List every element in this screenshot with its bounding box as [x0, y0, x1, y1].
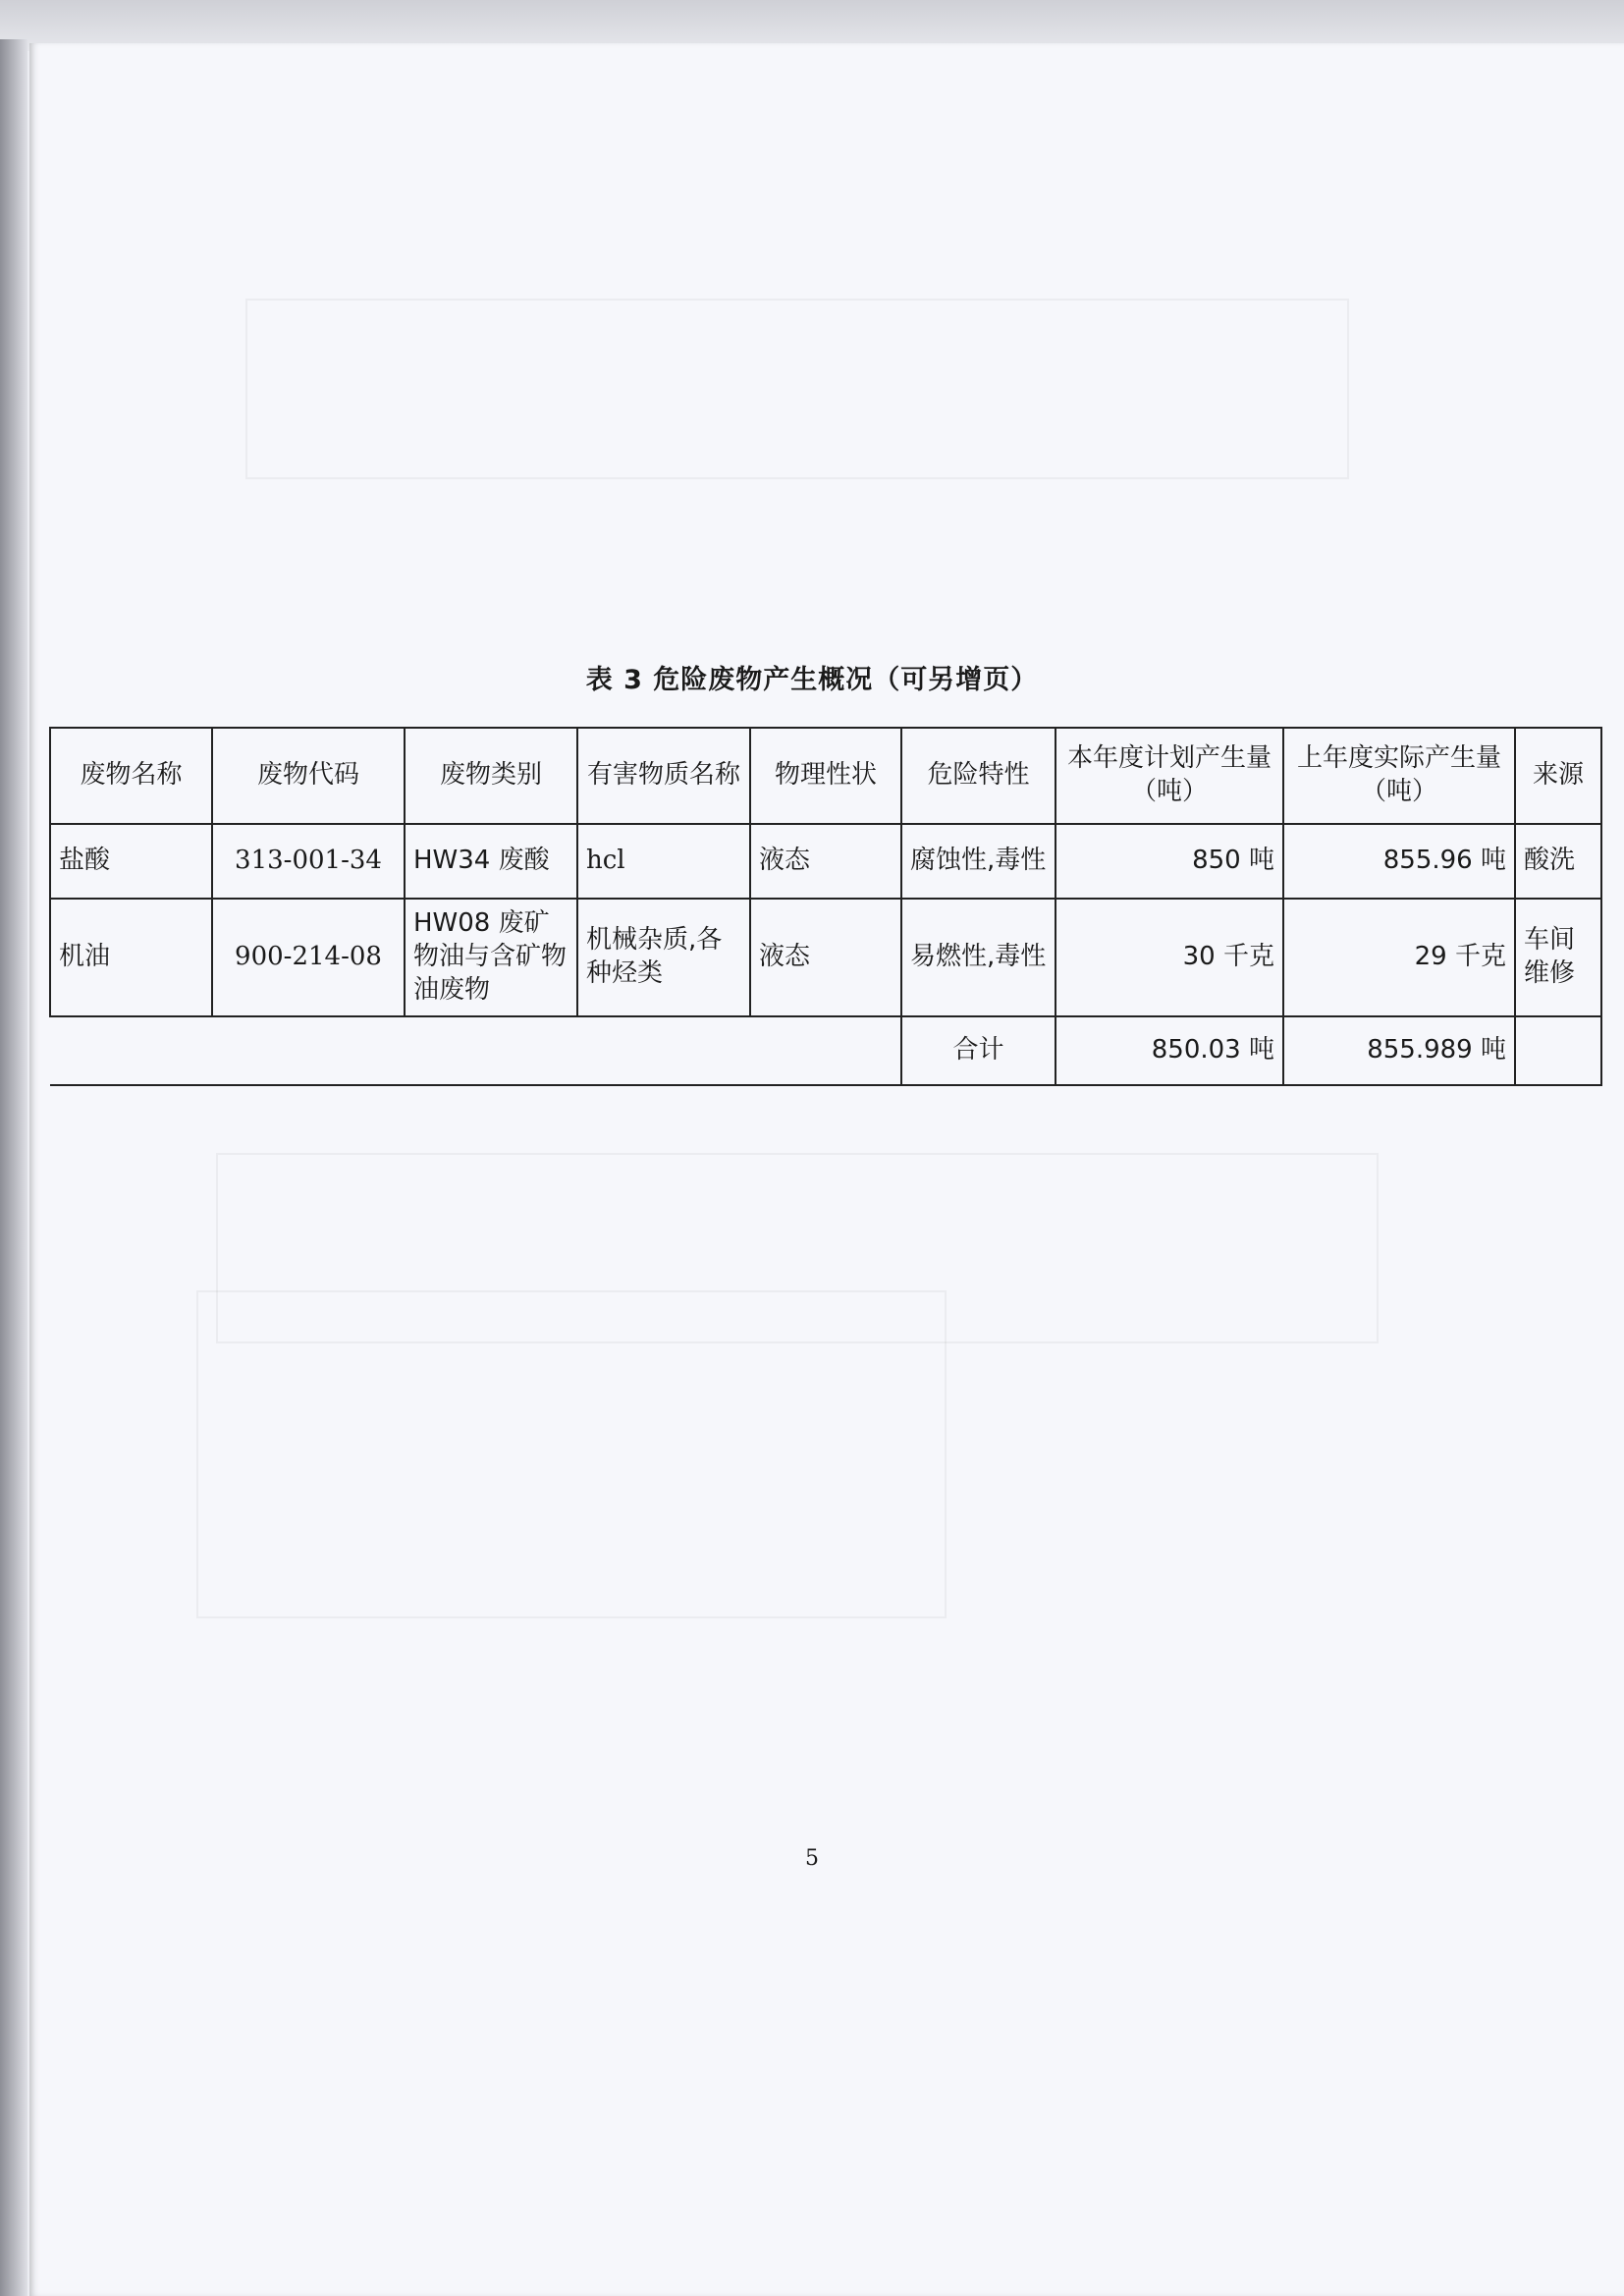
header-waste-code: 废物代码	[212, 728, 405, 824]
bleed-through-box-lower	[196, 1290, 947, 1618]
cell-planned-output: 30 千克	[1056, 899, 1283, 1016]
total-row-blank	[50, 1016, 901, 1085]
cell-source: 酸洗	[1515, 824, 1601, 899]
table-title: 表 3 危险废物产生概况（可另增页）	[585, 665, 1039, 695]
page-number: 5	[805, 1846, 819, 1871]
cell-waste-code: 900-214-08	[212, 899, 405, 1016]
total-source-blank	[1515, 1016, 1601, 1085]
cell-hazardous-substance: hcl	[577, 824, 750, 899]
cell-actual-output: 855.96 吨	[1283, 824, 1515, 899]
header-waste-category: 废物类别	[405, 728, 577, 824]
cell-actual-output: 29 千克	[1283, 899, 1515, 1016]
header-waste-name: 废物名称	[50, 728, 212, 824]
cell-waste-category: HW34 废酸	[405, 824, 577, 899]
cell-hazard-property: 易燃性,毒性	[901, 899, 1056, 1016]
cell-waste-code: 313-001-34	[212, 824, 405, 899]
total-actual-output: 855.989 吨	[1283, 1016, 1515, 1085]
cell-hazardous-substance: 机械杂质,各种烃类	[577, 899, 750, 1016]
cell-hazard-property: 腐蚀性,毒性	[901, 824, 1056, 899]
cell-planned-output: 850 吨	[1056, 824, 1283, 899]
header-source: 来源	[1515, 728, 1601, 824]
header-planned-output: 本年度计划产生量（吨）	[1056, 728, 1283, 824]
binding-shadow	[0, 39, 27, 2296]
header-hazardous-substance: 有害物质名称	[577, 728, 750, 824]
cell-source: 车间维修	[1515, 899, 1601, 1016]
total-label: 合计	[901, 1016, 1056, 1085]
total-planned-output: 850.03 吨	[1056, 1016, 1283, 1085]
hazardous-waste-table	[49, 727, 1602, 1086]
cell-waste-category: HW08 废矿物油与含矿物油废物	[405, 899, 577, 1016]
header-actual-output: 上年度实际产生量（吨）	[1283, 728, 1515, 824]
cell-physical-state: 液态	[750, 824, 901, 899]
cell-waste-name: 机油	[50, 899, 212, 1016]
table-total-row	[50, 1016, 1601, 1085]
cell-physical-state: 液态	[750, 899, 901, 1016]
table-header-row	[50, 728, 1601, 824]
table-row	[50, 824, 1601, 899]
bleed-through-box-top	[245, 299, 1349, 479]
document-page	[29, 43, 1624, 2296]
header-hazard-property: 危险特性	[901, 728, 1056, 824]
table-row	[50, 899, 1601, 1016]
cell-waste-name: 盐酸	[50, 824, 212, 899]
header-physical-state: 物理性状	[750, 728, 901, 824]
